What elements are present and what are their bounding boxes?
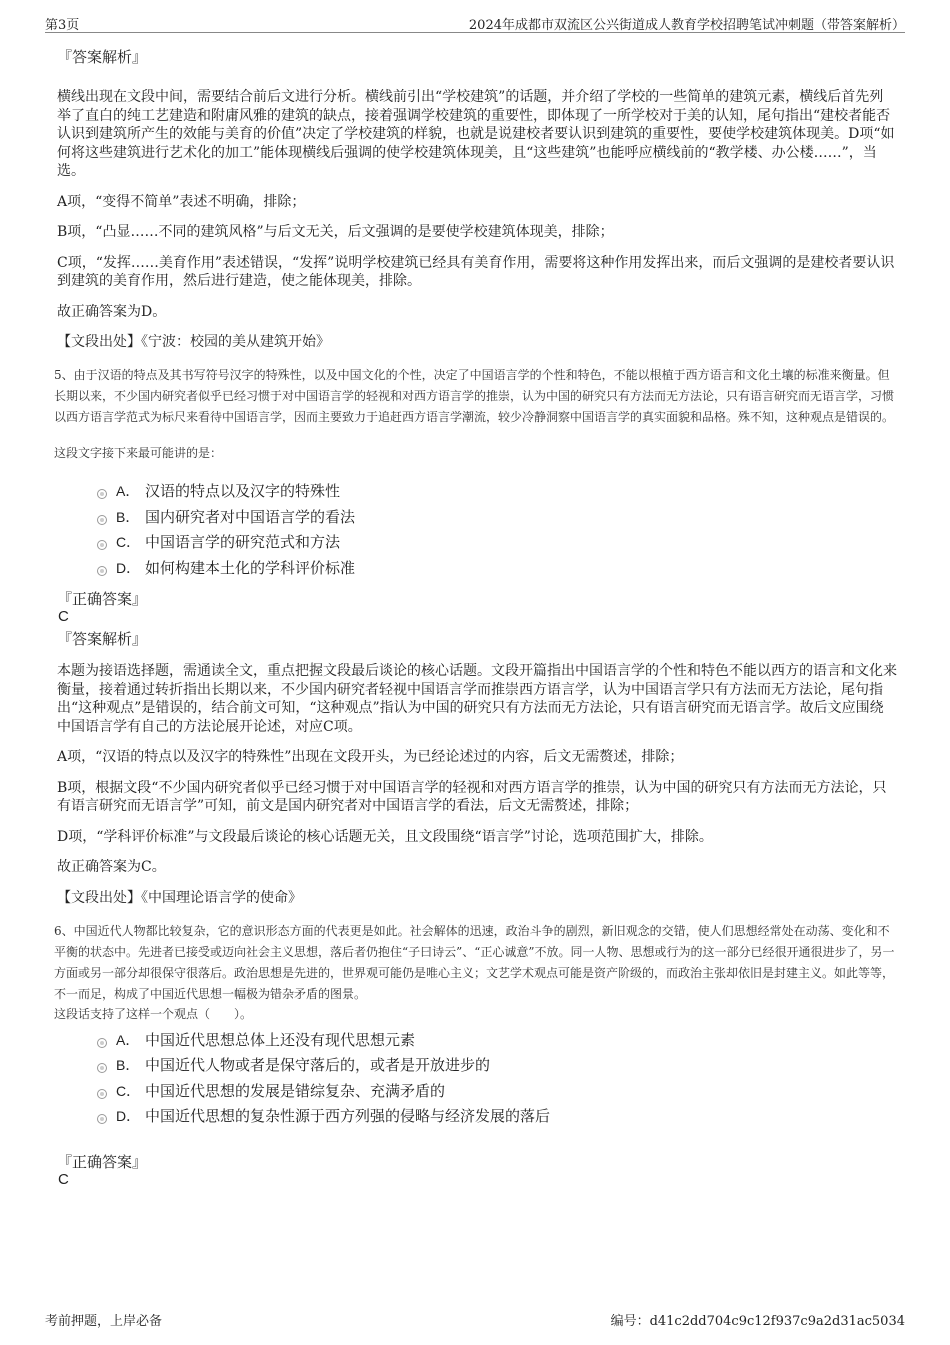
radio-icon[interactable] (97, 1063, 107, 1073)
document-id: 编号：d41c2dd704c9c12f937c9a2d31ac5034 (610, 1314, 905, 1329)
answer-analysis-label: 『答案解析』 (57, 630, 148, 648)
option-d[interactable]: D． 中国近代思想的复杂性源于西方列强的侵略与经济发展的落后 (57, 1105, 897, 1131)
analysis-paragraph: B项，“凸显……不同的建筑风格”与后文无关，后文强调的是要使学校建筑体现美，排除； (57, 224, 614, 240)
correct-answer: C (58, 1170, 69, 1188)
radio-icon[interactable] (97, 1038, 107, 1048)
question-prompt: 这段话支持了这样一个观点（ ）。 (54, 1006, 253, 1021)
analysis-paragraph: B项，根据文段“不少国内研究者似乎已经习惯于对中国语言学的轻视和对西方语言学的推崇，认为中国的研究只有方法而无方法论，只有语言研究而无语言学”可知，前文是国内研究者对中国语言学的看法，后文无需赘述，排除； (57, 779, 887, 814)
passage-source: 【文段出处】《宁波：校园的美从建筑开始》 (57, 334, 330, 350)
question-text: 5、由于汉语的特点及其书写符号汉字的特殊性，以及中国文化的个性，决定了中国语言学的个性和特色，不能以根植于西方语言和文化土壤的标准来衡量。但长期以来，不少国内研究者似乎已经习惯于对中国语言学的轻视和对西方语言学的推崇，认为中国的研究只有方法而无方法论，只有语言研究而无语言学，习惯以西方语言学范式为标尺来看待中国语言学，因而主要致力于追赶西方语言学潮流，较少冷静洞察中国语言学的真实面貌和品格。殊不知，这种观点是错误的。 (54, 368, 895, 424)
correct-answer-label: 『正确答案』 (57, 590, 148, 608)
analysis-paragraph: A项，“汉语的特点以及汉字的特殊性”出现在文段开头，为已经论述过的内容，后文无需赘述，排除； (57, 749, 684, 765)
radio-icon[interactable] (97, 489, 107, 499)
analysis-paragraph: A项，“变得不简单”表述不明确，排除； (57, 193, 306, 210)
page-number: 第3页 (45, 18, 80, 33)
analysis-paragraph: D项，“学科评价标准”与文段最后谈论的核心话题无关，且文段围绕“语言学”讨论，选项范围扩大，排除。 (57, 828, 713, 845)
answer-options (57, 480, 897, 582)
radio-icon[interactable] (97, 1089, 107, 1099)
correct-answer: C (58, 608, 69, 625)
analysis-paragraph: 故正确答案为D。 (57, 303, 167, 320)
analysis-paragraph: 本题为接语选择题，需通读全文，重点把握文段最后谈论的核心话题。文段开篇指出中国语言学的个性和特色不能以西方的语言和文化来衡量，接着通过转折指出长期以来，不少国内研究者轻视中国语言学而推崇西方语言学，认为中国语言学只有方法而无方法论，尾句指出“这种观点”是错误的，结合前文可知，“这种观点”指认为中国的研究只有方法而无方法论，只有语言研究而无语言学。故后文应围绕中国语言学有自己的方法论展开论述，对应C项。 (57, 663, 897, 735)
answer-analysis-label: 『答案解析』 (57, 48, 148, 66)
option-d[interactable]: D． 如何构建本土化的学科评价标准 (57, 557, 897, 583)
radio-icon[interactable] (97, 566, 107, 576)
option-a[interactable]: A． 汉语的特点以及汉字的特殊性 (57, 480, 897, 506)
option-a[interactable]: A． 中国近代思想总体上还没有现代思想元素 (57, 1029, 897, 1055)
analysis-paragraph: C项，“发挥……美育作用”表述错误，“发挥”说明学校建筑已经具有美育作用，需要将这种作用发挥出来，而后文强调的是建校者要认识到建筑的美育作用，然后进行建造，使之能体现美，排除。 (57, 254, 895, 289)
radio-icon[interactable] (97, 540, 107, 550)
analysis-paragraph: 故正确答案为C。 (57, 859, 166, 875)
question-text: 6、中国近代人物都比较复杂，它的意识形态方面的代表更是如此。社会解体的迅速，政治斗争的剧烈，新旧观念的交错，使人们思想经常处在动荡、变化和不平衡的状态中。先进者已接受或迈向社会主义思想，落后者仍抱住“子曰诗云”、“正心诚意”不放。同一人物、思想或行为的这一部分已经很开通很进步了，另一方面或另一部分却很保守很落后。政治思想是先进的，世界观可能仍是唯心主义；文艺学术观点可能是资产阶级的，而政治主张却依旧是封建主义。如此等等，不一而足，构成了中国近代思想一幅极为错杂矛盾的图景。 (54, 923, 895, 1001)
page-footer (45, 1310, 905, 1330)
passage-source: 【文段出处】《中国理论语言学的使命》 (57, 889, 302, 906)
answer-options (57, 1029, 897, 1131)
radio-icon[interactable] (97, 515, 107, 525)
page-header (45, 10, 905, 33)
page-content (54, 40, 897, 1189)
option-b[interactable]: B． 国内研究者对中国语言学的看法 (57, 506, 897, 532)
radio-icon[interactable] (97, 1114, 107, 1124)
document-title: 2024年成都市双流区公兴街道成人教育学校招聘笔试冲刺题（带答案解析） (468, 18, 905, 33)
analysis-paragraph: 横线出现在文段中间，需要结合前后文进行分析。横线前引出“学校建筑”的话题，并介绍了学校的一些简单的建筑元素，横线后首先列举了直白的纯工艺建造和附庸风雅的建筑的缺点，接着强调学校建筑的重要性，即体现了一所学校对于美的认知，尾句指出“建校者能否认识到建筑所产生的效能与美育的价值”决定了学校建筑的样貌，也就是说建校者要认识到建筑的重要性，要使学校建筑体现美。D项“如何将这些建筑进行艺术化的加工”能体现横线后强调的使学校建筑体现美，且“这些建筑”也能呼应横线前的“教学楼、办公楼……”，当选。 (57, 89, 895, 179)
footer-slogan: 考前押题，上岸必备 (45, 1314, 163, 1329)
option-c[interactable]: C． 中国语言学的研究范式和方法 (57, 531, 897, 557)
option-c[interactable]: C． 中国近代思想的发展是错综复杂、充满矛盾的 (57, 1080, 897, 1106)
question-prompt: 这段文字接下来最可能讲的是： (54, 446, 223, 460)
option-b[interactable]: B． 中国近代人物或者是保守落后的，或者是开放进步的 (57, 1054, 897, 1080)
correct-answer-label: 『正确答案』 (57, 1152, 148, 1171)
